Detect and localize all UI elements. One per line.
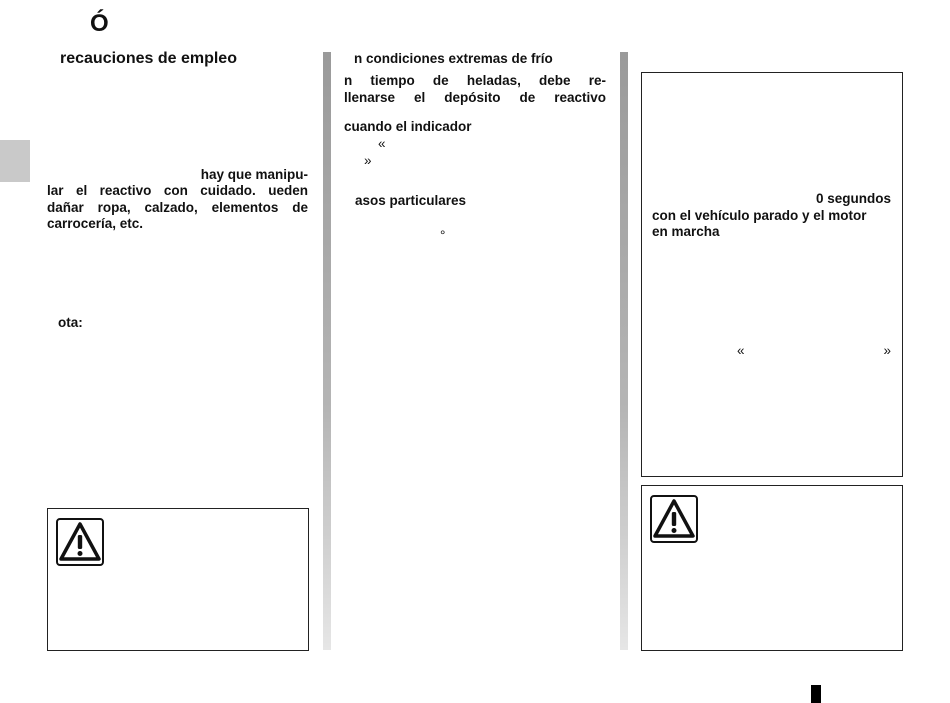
note-label: ota: <box>58 315 83 330</box>
quote-open-2: « <box>737 343 745 358</box>
handle-text-line-2: lar el reactivo con cuidado. ueden <box>47 183 308 198</box>
frost-text-line-2: llenarse el depósito de reactivo <box>344 90 606 105</box>
warning-triangle-icon <box>56 518 104 571</box>
seconds-text: 0 segundos <box>815 191 891 206</box>
column-separator-2 <box>620 52 628 650</box>
warning-box-2 <box>641 485 903 651</box>
quote-open: « <box>378 136 386 151</box>
section-heading-particular: asos particulares <box>355 193 467 208</box>
stopped-text-line-1: con el vehículo parado y el motor <box>652 208 867 223</box>
section-tab <box>0 140 30 182</box>
warning-triangle-icon <box>650 495 698 548</box>
handle-text-line-1: hay que manipu- <box>200 167 308 182</box>
info-box <box>641 72 903 477</box>
quote-close: » <box>364 153 372 168</box>
section-heading-precautions: recauciones de empleo <box>60 50 237 67</box>
page-marker <box>811 685 821 703</box>
indicator-text: cuando el indicador <box>344 119 472 134</box>
handle-text-line-4: carrocería, etc. <box>47 216 144 231</box>
section-heading-cold: n condiciones extremas de frío <box>354 51 553 66</box>
page-title: Ó <box>90 10 109 37</box>
handle-text-line-3: dañar ropa, calzado, elementos de <box>47 200 308 215</box>
quote-close-2: » <box>883 343 891 358</box>
column-separator-1 <box>323 52 331 650</box>
stopped-text-line-2: en marcha <box>652 224 720 239</box>
degree-symbol: ° <box>440 228 446 243</box>
frost-text-line-1: n tiempo de heladas, debe re- <box>344 73 606 88</box>
warning-box-1 <box>47 508 309 651</box>
